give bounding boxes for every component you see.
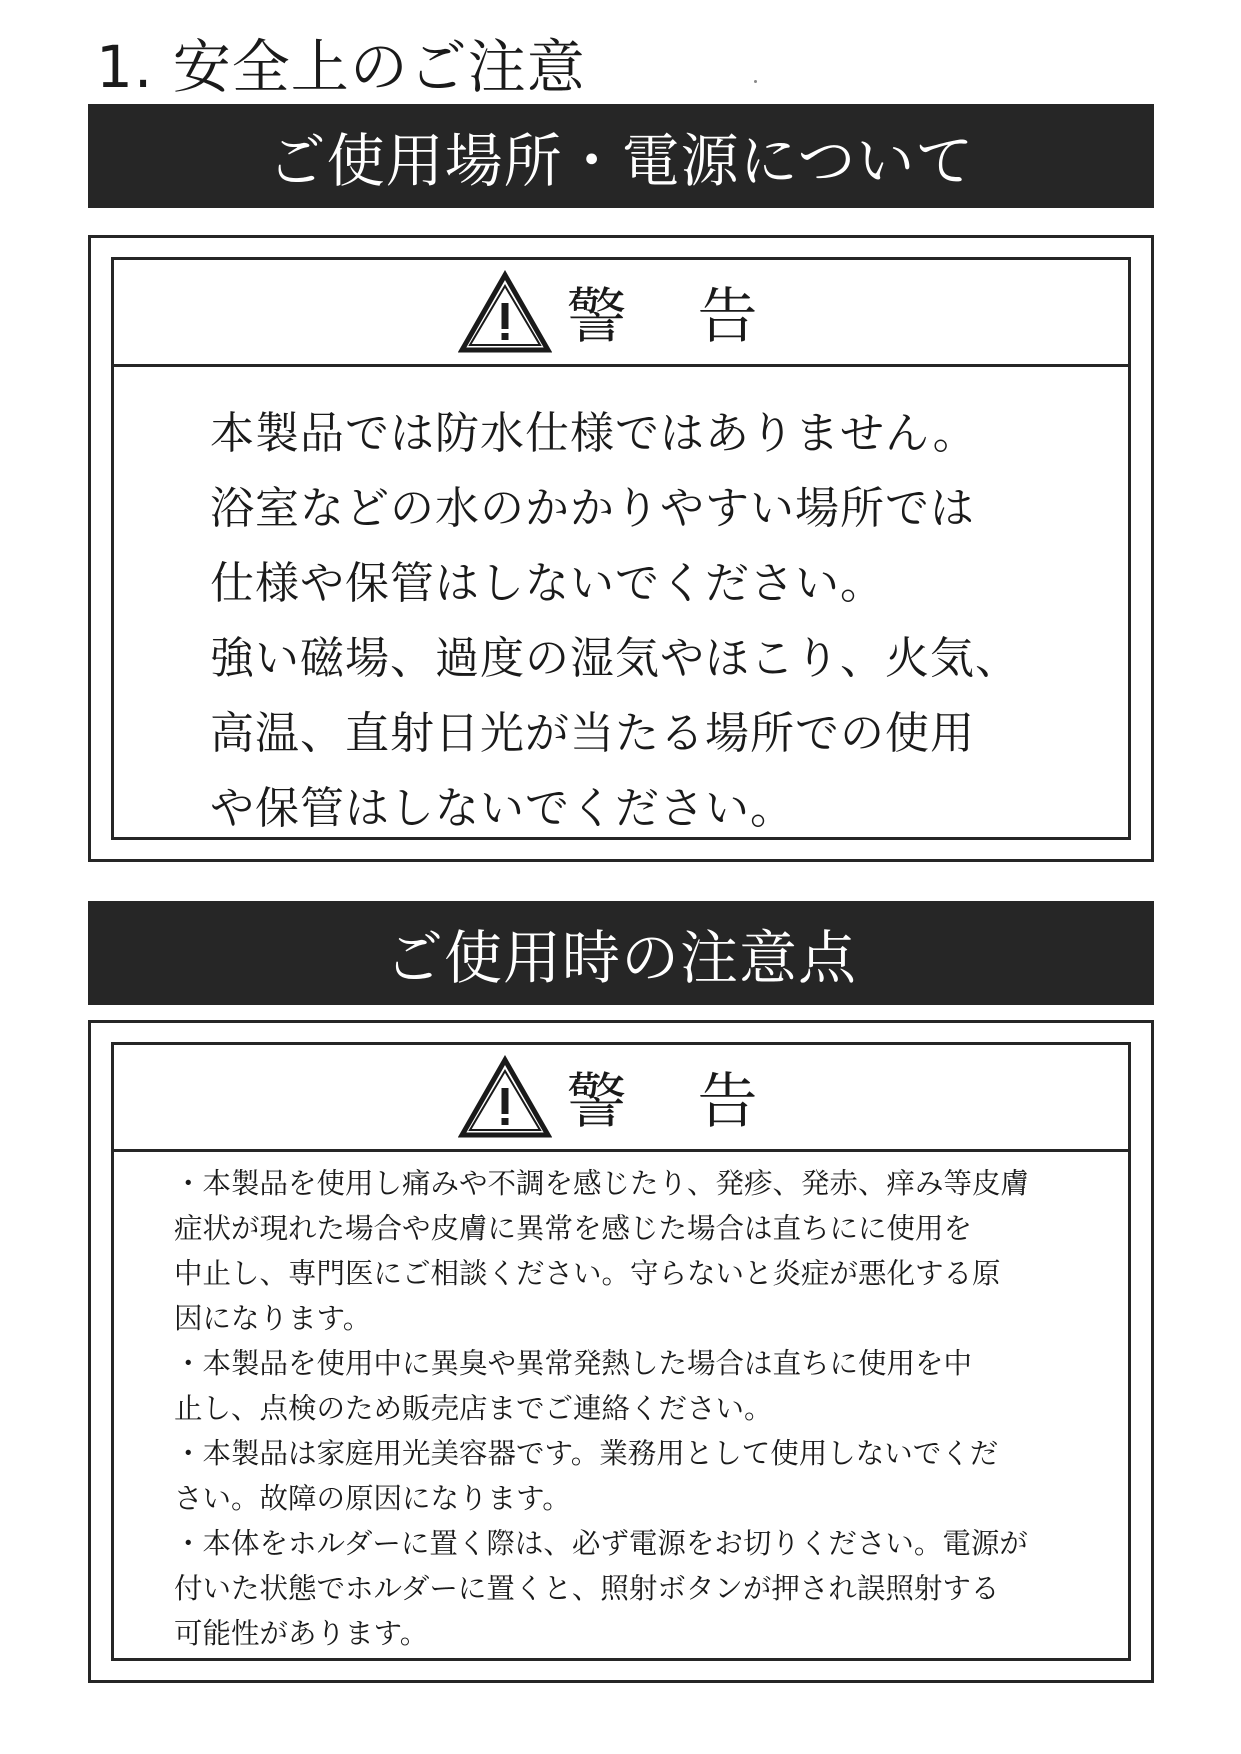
warning-item-line: 症状が現れた場合や皮膚に異常を感じた場合は直ちにに使用を [174,1212,973,1245]
page-title: 1. 安全上のご注意 [96,33,586,101]
warning-item [174,1521,1088,1656]
section-heading-usage-precautions: ご使用時の注意点 [88,901,1154,1005]
warning-item-line: ・本製品を使用し痛みや不調を感じたり、発疹、発赤、痒み等皮膚 [174,1167,1030,1200]
scan-speck [754,80,757,83]
warning-text-usage-location [210,396,1108,846]
warning-header [114,1045,1128,1152]
warning-line: 強い磁場、過度の湿気やほこり、火気、 [210,633,1020,684]
warning-line: 本製品では防水仕様ではありません。 [210,408,978,459]
section-heading-usage-location: ご使用場所・電源について [88,104,1154,208]
warning-list-usage-precautions [174,1161,1088,1656]
warning-box-usage-precautions [88,1020,1154,1683]
warning-inner-box [111,257,1131,840]
warning-item [174,1161,1088,1341]
warning-item-line: 付いた状態でホルダーに置くと、照射ボタンが押され誤照射する [174,1572,1000,1605]
warning-item-line: 可能性があります。 [174,1617,429,1650]
warning-line: 浴室などの水のかかりやすい場所では [210,483,975,534]
warning-item-line: 中止し、専門医にご相談ください。守らないと炎症が悪化する原 [174,1257,1001,1290]
warning-triangle-icon [458,1055,552,1139]
warning-line: 仕様や保管はしないでください。 [210,558,885,609]
warning-item [174,1341,1088,1431]
warning-item-line: ・本製品は家庭用光美容器です。業務用として使用しないでくだ [174,1437,999,1470]
warning-label: 警 告 [566,282,784,352]
warning-triangle-icon [458,270,552,354]
warning-box-usage-location [88,235,1154,862]
warning-item-line: ・本体をホルダーに置く際は、必ず電源をお切りください。電源が [174,1527,1028,1560]
warning-line: や保管はしないでください。 [210,783,795,834]
warning-header [114,260,1128,367]
warning-item-line: 因になります。 [174,1302,372,1335]
warning-label: 警 告 [566,1067,784,1137]
warning-item [174,1431,1088,1521]
warning-inner-box [111,1042,1131,1661]
warning-item-line: ・本製品を使用中に異臭や異常発熱した場合は直ちに使用を中 [174,1347,973,1380]
warning-line: 高温、直射日光が当たる場所での使用 [210,708,975,759]
warning-item-line: さい。故障の原因になります。 [174,1482,571,1515]
warning-item-line: 止し、点検のため販売店までご連絡ください。 [174,1392,773,1425]
